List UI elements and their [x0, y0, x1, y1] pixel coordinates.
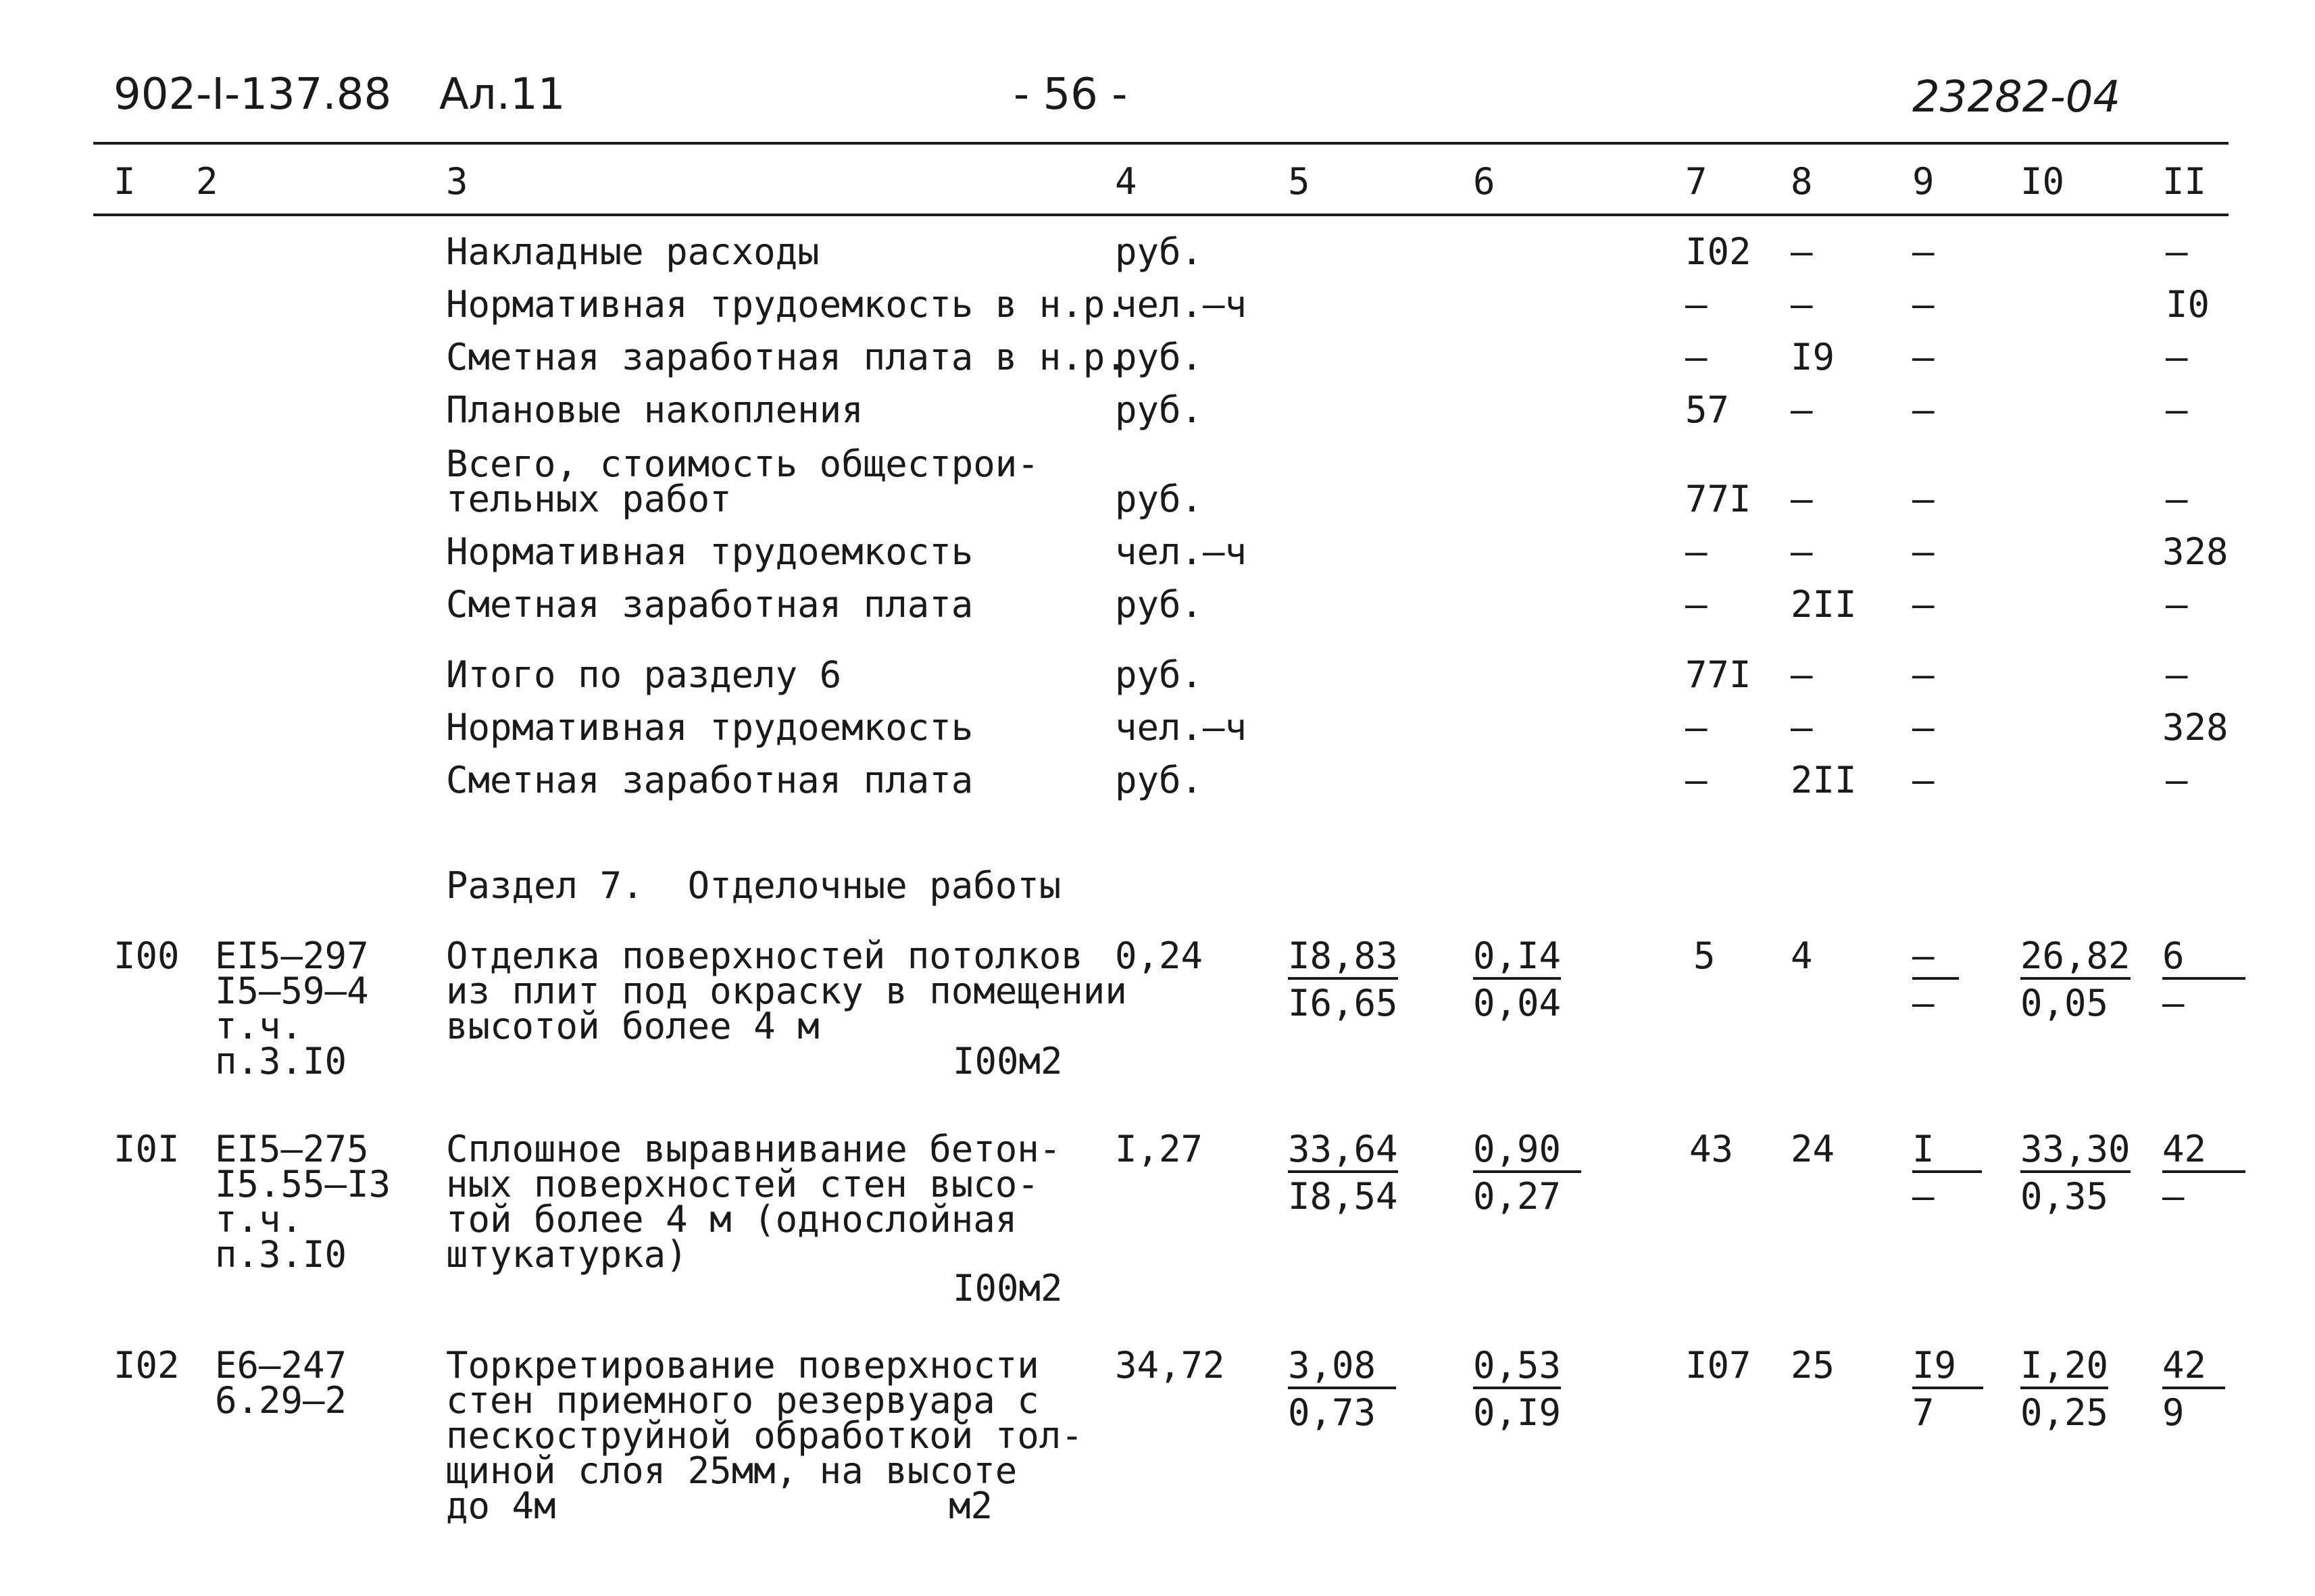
col-header-9: 9: [1912, 160, 1935, 203]
summary-row-name: Сметная заработная плата в н.р.: [446, 336, 1127, 378]
header-top-rule: [93, 142, 2229, 145]
item-c9-top: I: [1912, 1131, 1982, 1173]
summary-row-c8: –: [1791, 230, 1813, 273]
summary-row-c8: I9: [1791, 336, 1835, 378]
item-code: т.ч.: [215, 1198, 303, 1241]
item-code: 6.29–2: [215, 1379, 347, 1422]
item-description: Отделка поверхностей потолков: [446, 934, 1083, 977]
summary-row-c8: –: [1791, 389, 1813, 431]
sheet-label: Ал.11: [439, 70, 566, 120]
item-c7: I07: [1685, 1344, 1751, 1387]
item-c6-bottom: 0,I9: [1473, 1391, 1562, 1434]
summary-row-c9: –: [1912, 478, 1935, 520]
summary-row-c11: 328: [2162, 530, 2229, 573]
summary-row-name: Нормативная трудоемкость: [446, 530, 974, 573]
item-c6-top: 0,90: [1473, 1131, 1581, 1173]
item-c9-top: I9: [1912, 1347, 1983, 1389]
summary-row-name: Нормативная трудоемкость в н.р.: [446, 283, 1127, 326]
summary-row-c8: 2II: [1791, 759, 1857, 801]
item-unit: I00м2: [953, 1267, 1063, 1310]
summary-row-c11: 328: [2162, 706, 2229, 749]
summary-row-unit: руб.: [1115, 389, 1203, 431]
item-unit: I00м2: [953, 1040, 1063, 1082]
summary-row-c9: –: [1912, 336, 1935, 378]
col-header-10: I0: [2020, 160, 2065, 203]
item-number: I02: [114, 1344, 180, 1387]
summary-row-name: Сметная заработная плата: [446, 583, 974, 626]
summary-row-c9: –: [1912, 653, 1935, 696]
summary-row-c9: –: [1912, 759, 1935, 801]
col-header-2: 2: [196, 160, 218, 203]
summary-row-c8: 2II: [1791, 583, 1857, 626]
summary-row-c8: –: [1791, 283, 1813, 326]
item-c5-bottom: I6,65: [1288, 982, 1398, 1024]
summary-row-unit: руб.: [1115, 336, 1203, 378]
item-number: I00: [114, 934, 180, 977]
col-header-11: II: [2162, 160, 2207, 203]
summary-row-unit: руб.: [1115, 583, 1203, 626]
summary-row-unit: чел.–ч: [1115, 706, 1247, 749]
summary-row-c11: I0: [2166, 283, 2210, 326]
col-header-7: 7: [1685, 160, 1708, 203]
item-quantity: 34,72: [1115, 1344, 1225, 1387]
item-description: той более 4 м (однослойная: [446, 1198, 1018, 1241]
summary-row-c7: 77I: [1685, 653, 1751, 696]
item-c10-bottom: 0,35: [2020, 1175, 2109, 1218]
item-c5-top: 33,64: [1288, 1131, 1398, 1173]
item-c8: 24: [1791, 1128, 1835, 1170]
item-code: I5.55–I3: [215, 1163, 391, 1205]
section-total-name: Итого по разделу 6: [446, 653, 842, 696]
item-description: щиной слоя 25мм, на высоте: [446, 1449, 1018, 1492]
item-c11-top: 42: [2162, 1347, 2225, 1389]
section-title: Раздел 7. Отделочные работы: [446, 864, 1062, 907]
col-header-3: 3: [446, 160, 468, 203]
summary-row-c9: –: [1912, 283, 1935, 326]
item-c10-top: 33,30: [2020, 1131, 2131, 1173]
col-header-8: 8: [1791, 160, 1813, 203]
item-c10-bottom: 0,25: [2020, 1391, 2109, 1434]
summary-row-c7: –: [1685, 706, 1708, 749]
item-c11-bottom: –: [2162, 1175, 2185, 1218]
item-code: т.ч.: [215, 1005, 303, 1047]
item-c9-bottom: 7: [1912, 1391, 1935, 1434]
item-c10-bottom: 0,05: [2020, 982, 2109, 1024]
col-header-4: 4: [1115, 160, 1137, 203]
item-description: из плит под окраску в помещении: [446, 970, 1127, 1012]
item-code: п.3.I0: [215, 1233, 347, 1276]
item-description: высотой более 4 м: [446, 1005, 820, 1047]
summary-row-name: Сметная заработная плата: [446, 759, 974, 801]
item-description: ных поверхностей стен высо-: [446, 1163, 1039, 1205]
summary-row-c11: –: [2166, 389, 2188, 431]
summary-row-unit: руб.: [1115, 478, 1203, 520]
summary-row-name: Плановые накопления: [446, 389, 864, 431]
summary-row-name-cont: тельных работ: [446, 478, 732, 520]
inventory-number: 23282-04: [1912, 72, 2121, 122]
item-code: ЕI5–297: [215, 934, 369, 977]
item-c8: 4: [1791, 934, 1813, 977]
item-c6-bottom: 0,04: [1473, 982, 1562, 1024]
summary-row-c9: –: [1912, 230, 1935, 273]
item-c7: 5: [1693, 934, 1716, 977]
summary-row-unit: чел.–ч: [1115, 283, 1247, 326]
summary-row-c8: –: [1791, 530, 1813, 573]
summary-row-c8: –: [1791, 706, 1813, 749]
summary-row-c7: –: [1685, 283, 1708, 326]
item-number: I0I: [114, 1128, 180, 1170]
summary-row-c7: I02: [1685, 230, 1751, 273]
item-description: штукатурка): [446, 1233, 688, 1276]
summary-row-c11: –: [2166, 336, 2188, 378]
item-c5-top: 3,08: [1288, 1347, 1396, 1389]
summary-row-unit: руб.: [1115, 230, 1203, 273]
item-c11-bottom: –: [2162, 982, 2185, 1024]
summary-row-c9: –: [1912, 706, 1935, 749]
item-c10-top: I,20: [2020, 1347, 2108, 1389]
item-c10-top: 26,82: [2020, 938, 2131, 980]
item-c5-bottom: I8,54: [1288, 1175, 1398, 1218]
summary-row-c7: 57: [1685, 389, 1730, 431]
summary-row-unit: руб.: [1115, 653, 1203, 696]
summary-row-name: Нормативная трудоемкость: [446, 706, 974, 749]
summary-row-c9: –: [1912, 530, 1935, 573]
summary-row-name: Накладные расходы: [446, 230, 820, 273]
summary-row-c11: –: [2166, 230, 2188, 273]
summary-row-c7: –: [1685, 530, 1708, 573]
item-c7: 43: [1689, 1128, 1734, 1170]
summary-row-c11: –: [2166, 478, 2188, 520]
item-quantity: I,27: [1115, 1128, 1203, 1170]
summary-row-c7: –: [1685, 759, 1708, 801]
item-quantity: 0,24: [1115, 934, 1203, 977]
col-header-6: 6: [1473, 160, 1495, 203]
item-code: Е6–247: [215, 1344, 347, 1387]
item-c5-top: I8,83: [1288, 938, 1398, 980]
item-c6-top: 0,53: [1473, 1347, 1561, 1389]
item-c9-bottom: –: [1912, 1175, 1935, 1218]
summary-row-c11: –: [2166, 759, 2188, 801]
col-header-1: I: [114, 160, 136, 203]
item-c11-top: 6: [2162, 938, 2245, 980]
item-unit: м2: [949, 1485, 993, 1527]
item-c9-top: –: [1912, 938, 1959, 980]
item-description: Торкретирование поверхности: [446, 1344, 1039, 1387]
summary-row-c7: –: [1685, 336, 1708, 378]
item-c11-top: 42: [2162, 1131, 2245, 1173]
item-c9-bottom: –: [1912, 982, 1935, 1024]
summary-row-c7: –: [1685, 583, 1708, 626]
summary-row-unit: руб.: [1115, 759, 1203, 801]
summary-row-unit: чел.–ч: [1115, 530, 1247, 573]
item-c8: 25: [1791, 1344, 1835, 1387]
item-c6-bottom: 0,27: [1473, 1175, 1562, 1218]
item-description: Сплошное выравнивание бетон-: [446, 1128, 1062, 1170]
page-number: - 56 -: [1014, 70, 1128, 120]
summary-row-c9: –: [1912, 583, 1935, 626]
item-code: п.3.I0: [215, 1040, 347, 1082]
item-c5-bottom: 0,73: [1288, 1391, 1376, 1434]
item-description: стен приемного резервуара с: [446, 1379, 1039, 1422]
summary-row-c7: 77I: [1685, 478, 1751, 520]
summary-row-c8: –: [1791, 478, 1813, 520]
summary-row-name: Всего, стоимость общестрои-: [446, 443, 1039, 485]
summary-row-c8: –: [1791, 653, 1813, 696]
item-code: ЕI5–275: [215, 1128, 369, 1170]
document-code: 902-I-137.88: [114, 70, 392, 120]
summary-row-c9: –: [1912, 389, 1935, 431]
summary-row-c11: –: [2166, 583, 2188, 626]
item-description: пескоструйной обработкой тол-: [446, 1414, 1083, 1457]
col-header-5: 5: [1288, 160, 1310, 203]
item-description: до 4м: [446, 1485, 556, 1527]
item-code: I5–59–4: [215, 970, 369, 1012]
header-bottom-rule: [93, 214, 2229, 216]
item-c11-bottom: 9: [2162, 1391, 2185, 1434]
summary-row-c11: –: [2166, 653, 2188, 696]
item-c6-top: 0,I4: [1473, 938, 1561, 980]
